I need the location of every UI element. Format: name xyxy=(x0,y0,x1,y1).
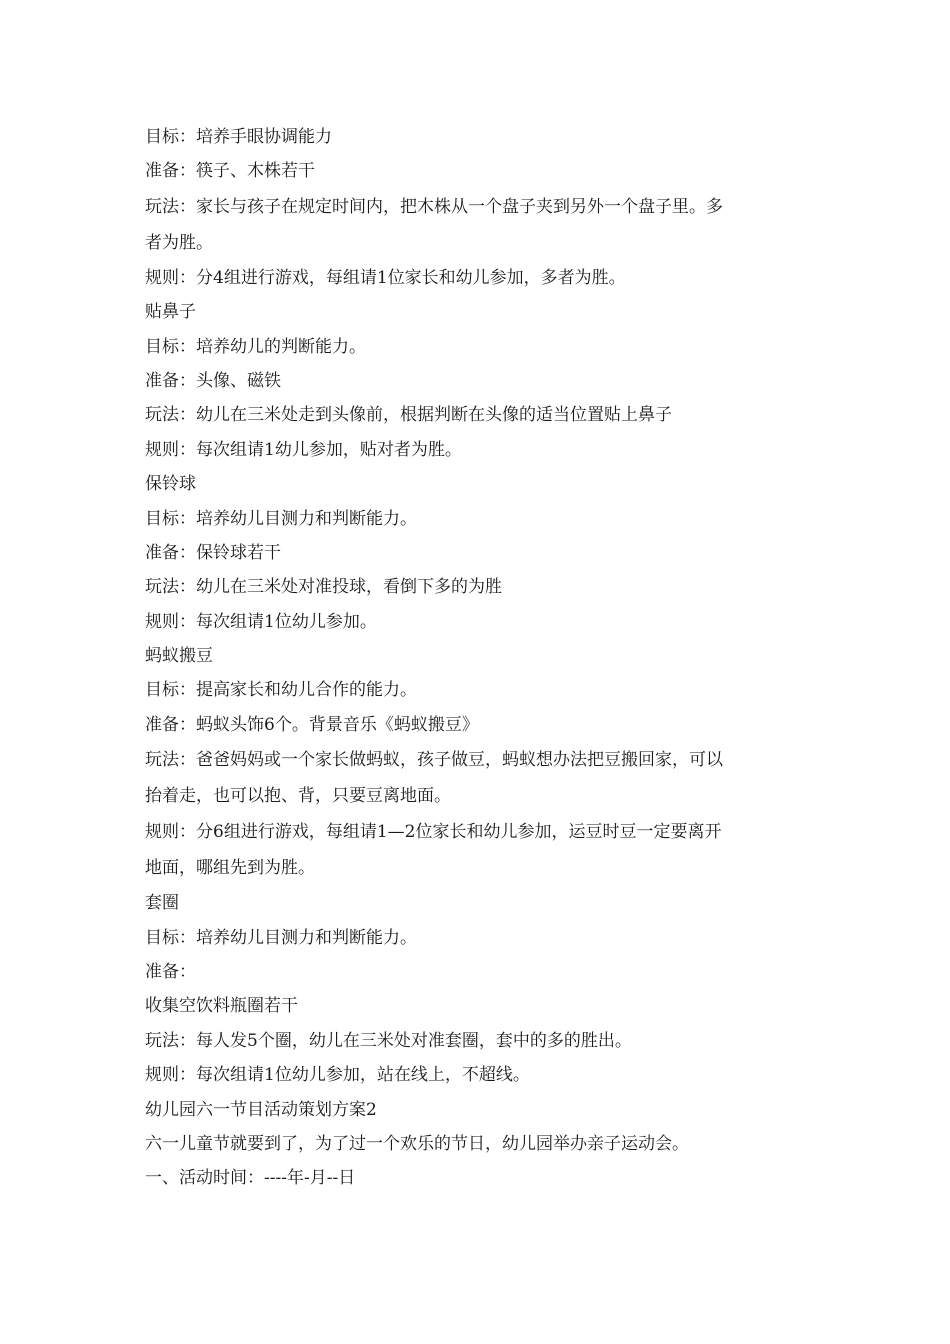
text-line: 收集空饮料瓶圈若干 xyxy=(145,996,298,1017)
section-heading: 套圈 xyxy=(145,893,179,914)
text-line: 地面，哪组先到为胜。 xyxy=(145,858,315,879)
text-line: 规则：分6组进行游戏，每组请1—2位家长和幼儿参加，运豆时豆一定要离开 xyxy=(145,822,722,843)
text-line: 六一儿童节就要到了，为了过一个欢乐的节日，幼儿园举办亲子运动会。 xyxy=(145,1133,689,1154)
section-heading: 保铃球 xyxy=(145,474,196,495)
text-line: 一、活动时间：----年-月--日 xyxy=(145,1168,356,1189)
text-line: 规则：每次组请1位幼儿参加。 xyxy=(145,611,377,632)
text-line: 目标：培养幼儿目测力和判断能力。 xyxy=(145,508,417,529)
text-line: 玩法：每人发5个圈，幼儿在三米处对准套圈，套中的多的胜出。 xyxy=(145,1030,632,1051)
text-line: 目标：培养幼儿目测力和判断能力。 xyxy=(145,927,417,948)
text-line: 准备：保铃球若干 xyxy=(145,542,281,563)
text-line: 抬着走，也可以抱、背，只要豆离地面。 xyxy=(145,786,451,807)
section-heading: 幼儿园六一节目活动策划方案2 xyxy=(145,1099,377,1120)
text-line: 准备：蚂蚁头饰6个。背景音乐《蚂蚁搬豆》 xyxy=(145,714,479,735)
text-line: 玩法：爸爸妈妈或一个家长做蚂蚁，孩子做豆，蚂蚁想办法把豆搬回家，可以 xyxy=(145,750,723,771)
section-heading: 贴鼻子 xyxy=(145,302,196,323)
text-line: 准备：头像、磁铁 xyxy=(145,370,281,391)
section-heading: 蚂蚁搬豆 xyxy=(145,646,213,667)
text-line: 准备：筷子、木株若干 xyxy=(145,161,315,182)
text-line: 准备： xyxy=(145,962,196,983)
text-line: 玩法：幼儿在三米处对准投球，看倒下多的为胜 xyxy=(145,577,502,598)
text-line: 规则：每次组请1幼儿参加，贴对者为胜。 xyxy=(145,439,462,460)
text-line: 目标：培养手眼协调能力 xyxy=(145,127,332,147)
text-line: 规则：分4组进行游戏，每组请1位家长和幼儿参加，多者为胜。 xyxy=(145,267,626,288)
text-line: 目标：培养幼儿的判断能力。 xyxy=(145,336,366,357)
text-line: 规则：每次组请1位幼儿参加，站在线上，不超线。 xyxy=(145,1065,530,1086)
text-line: 者为胜。 xyxy=(145,232,213,253)
document-body xyxy=(145,120,810,1196)
text-line: 玩法：幼儿在三米处走到头像前，根据判断在头像的适当位置贴上鼻子 xyxy=(145,405,672,426)
text-line: 玩法：家长与孩子在规定时间内，把木株从一个盘子夹到另外一个盘子里。多 xyxy=(145,196,723,217)
text-line: 目标：提高家长和幼儿合作的能力。 xyxy=(145,680,417,701)
